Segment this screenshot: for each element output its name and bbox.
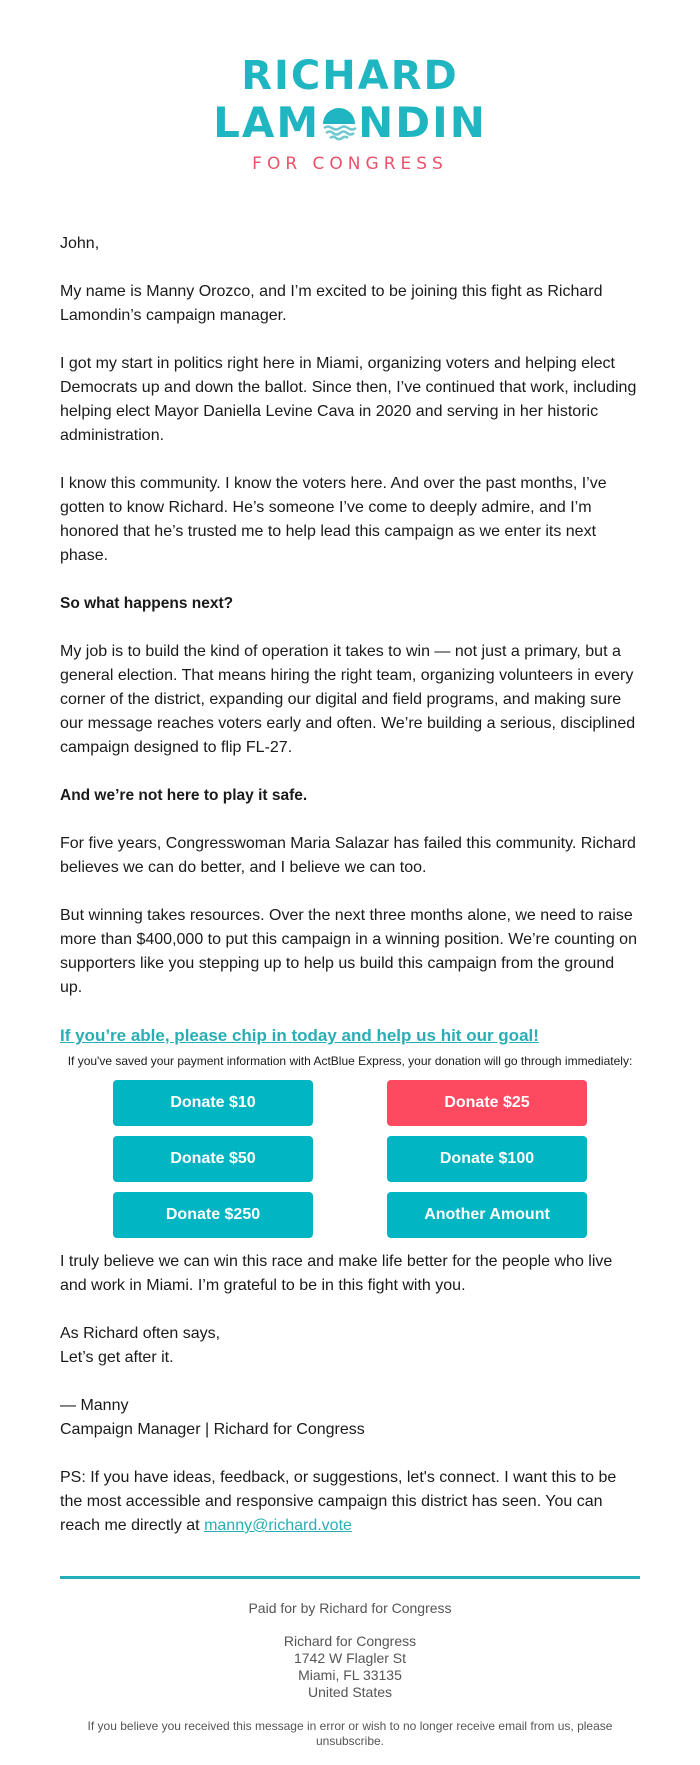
signature (60, 1394, 640, 1442)
heading-not-safe: And we’re not here to play it safe. (60, 787, 308, 804)
donate-100-button[interactable]: Donate $100 (387, 1136, 587, 1182)
donate-250-button[interactable]: Donate $250 (113, 1192, 313, 1238)
actblue-express-note: If you've saved your payment information with ActBlue Express, your donation will go through immediately: (67, 1054, 633, 1068)
paragraph-believe: I truly believe we can win this race and make life better for the people who live and work in Miami. I’m grateful to be in this fight with you. (60, 1253, 613, 1294)
postscript: PS: If you have ideas, feedback, or suggestions, let's connect. I want this to be the most accessible and responsive campaign this district has seen. You can reach me directly at manny@richard.vote (60, 1469, 617, 1534)
campaign-logo (0, 53, 700, 174)
logo-last-name: LAM NDIN (213, 98, 487, 147)
paragraph-intro: My name is Manny Orozco, and I’m excited to be joining this fight as Richard Lamondin’s campaign manager. (60, 283, 603, 324)
paragraph-job: My job is to build the kind of operation it takes to win — not just a primary, but a general election. That means hiring the right team, organizing volunteers in every corner of the district, expanding our digital and field programs, and making sure our message reaches voters early and often. We’re building a serious, disciplined campaign designed to flip FL-27. (60, 643, 636, 756)
paragraph-salazar: For five years, Congresswoman Maria Salazar has failed this community. Richard believes we can do better, and I believe we can too. (60, 835, 636, 876)
logo-tagline: FOR CONGRESS (252, 154, 448, 174)
chip-in-link[interactable]: If you’re able, please chip in today and help us hit our goal! (60, 1026, 539, 1045)
donate-other-amount-button[interactable]: Another Amount (387, 1192, 587, 1238)
paragraph-community: I know this community. I know the voters here. And over the past months, I’ve gotten to know Richard. He’s someone I’ve come to deeply admire, and I’m honored that he’s trusted me to help lead this campaign as we enter its next phase. (60, 475, 607, 564)
heading-next: So what happens next? (60, 595, 234, 612)
quote (60, 1322, 640, 1370)
signature-title: Campaign Manager | Richard for Congress (60, 1421, 365, 1438)
donate-25-button[interactable]: Donate $25 (387, 1080, 587, 1126)
unsubscribe-link[interactable]: unsubscribe. (315, 1734, 385, 1748)
email-link[interactable]: manny@richard.vote (204, 1517, 352, 1534)
paragraph-background: I got my start in politics right here in Miami, organizing voters and helping elect Democrats up and down the ballot. Since then, I’ve continued that work, including helping elect Mayor Daniella Levine Cava in 2020 and serving in her historic administration. (60, 355, 637, 444)
donate-50-button[interactable]: Donate $50 (113, 1136, 313, 1182)
mailing-address: Richard for Congress 1742 W Flagler St Miami, FL 33135 United States (283, 1633, 417, 1700)
signature-name: — Manny (60, 1397, 129, 1414)
quote-line-2: Let’s get after it. (60, 1349, 174, 1366)
paid-for-disclaimer: Paid for by Richard for Congress (248, 1600, 452, 1616)
donate-10-button[interactable]: Donate $10 (113, 1080, 313, 1126)
footer-divider (60, 1576, 640, 1579)
logo-first-name: RICHARD (241, 53, 459, 99)
unsubscribe-notice: If you believe you received this message in error or wish to no longer receive email from us, please unsubscribe. (87, 1719, 613, 1748)
greeting: John, (60, 235, 100, 252)
quote-line-1: As Richard often says, (60, 1325, 221, 1342)
footer (60, 1600, 640, 1765)
email-body (60, 232, 640, 1562)
paragraph-resources: But winning takes resources. Over the next three months alone, we need to raise more than $400,000 to put this campaign in a winning position. We’re counting on supporters like you stepping up to help us build this campaign from the ground up. (60, 907, 637, 996)
wave-o-icon (321, 104, 357, 142)
donate-button-grid (60, 1080, 640, 1238)
